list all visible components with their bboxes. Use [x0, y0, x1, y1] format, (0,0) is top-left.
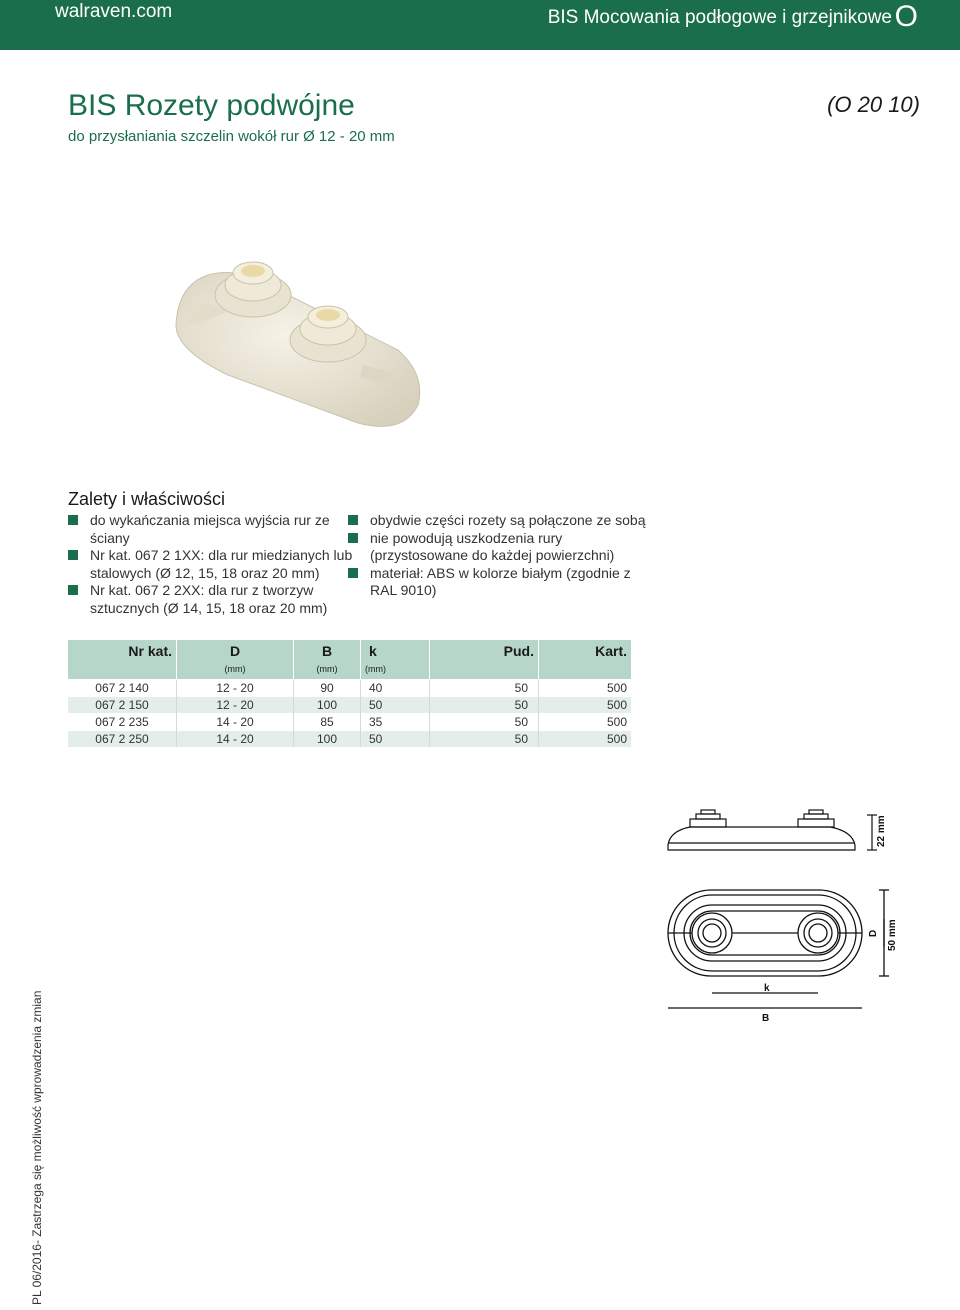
table-cell: 50	[430, 714, 539, 731]
table-cell: 100	[294, 731, 361, 748]
table-cell: 100	[294, 697, 361, 714]
table-cell: 500	[539, 680, 632, 697]
height-dimension-label: 22 mm	[876, 815, 887, 847]
table-cell: 35	[361, 714, 430, 731]
table-row	[68, 714, 631, 731]
col-header: Pud.	[430, 640, 539, 662]
col-header: k	[361, 640, 430, 662]
spec-table	[68, 640, 631, 747]
table-cell: 067 2 150	[68, 697, 177, 714]
category-title: BIS Mocowania podłogowe i grzejnikowe	[547, 7, 892, 28]
col-header: D	[177, 640, 294, 662]
col-header: B	[294, 640, 361, 662]
table-cell: 14 - 20	[177, 714, 294, 731]
d-dimension-label: D	[868, 929, 879, 937]
features-heading: Zalety i właściwości	[68, 489, 226, 509]
table-cell: 50	[361, 697, 430, 714]
feature-item: nie powodują uszkodzenia rury (przystosowane do każdej powierzchni)	[348, 530, 648, 565]
col-unit	[68, 662, 177, 680]
feature-item: obydwie części rozety są połączone ze sobą	[348, 512, 648, 530]
bullet-square-icon	[68, 585, 78, 595]
k-dimension-label: k	[764, 983, 770, 994]
category-letter: O	[894, 0, 918, 33]
table-cell: 50	[430, 680, 539, 697]
features-right	[348, 512, 648, 600]
bullet-square-icon	[348, 515, 358, 525]
col-unit: (mm)	[294, 662, 361, 680]
side-view	[668, 810, 877, 850]
technical-drawing	[660, 795, 900, 1025]
table-cell: 50	[361, 731, 430, 748]
bullet-square-icon	[68, 550, 78, 560]
col-unit: (mm)	[361, 662, 430, 680]
product-code: (O 20 10)	[827, 92, 920, 117]
feature-item: Nr kat. 067 2 1XX: dla rur miedzianych lub stalowych (Ø 12, 15, 18 oraz 20 mm)	[68, 547, 353, 582]
table-cell: 067 2 140	[68, 680, 177, 697]
table-cell: 90	[294, 680, 361, 697]
table-cell: 067 2 250	[68, 731, 177, 748]
site-name[interactable]: walraven.com	[55, 1, 173, 22]
table-cell: 500	[539, 697, 632, 714]
table-header-row	[68, 640, 631, 662]
product-photo	[168, 255, 428, 435]
top-view	[668, 890, 889, 1008]
col-unit	[539, 662, 632, 680]
product-title: BIS Rozety podwójne	[68, 89, 355, 122]
bullet-square-icon	[348, 568, 358, 578]
width-dimension-label: 50 mm	[887, 919, 898, 951]
table-row	[68, 680, 631, 697]
col-header: Nr kat.	[68, 640, 177, 662]
table-cell: 40	[361, 680, 430, 697]
table-cell: 500	[539, 714, 632, 731]
col-unit	[430, 662, 539, 680]
product-subtitle: do przysłaniania szczelin wokół rur Ø 12 - 20 mm	[68, 128, 395, 145]
table-row	[68, 731, 631, 748]
table-cell: 500	[539, 731, 632, 748]
bullet-square-icon	[348, 533, 358, 543]
col-header: Kart.	[539, 640, 632, 662]
features-left	[68, 512, 353, 617]
bullet-square-icon	[68, 515, 78, 525]
table-cell: 85	[294, 714, 361, 731]
b-dimension-label: B	[762, 1013, 770, 1024]
table-cell: 14 - 20	[177, 731, 294, 748]
table-cell: 50	[430, 697, 539, 714]
table-cell: 50	[430, 731, 539, 748]
footer-note: PL 06/2016- Zastrzega się możliwość wprowadzenia zmian	[30, 990, 44, 1305]
feature-item: do wykańczania miejsca wyjścia rur ze ściany	[68, 512, 353, 547]
feature-item: materiał: ABS w kolorze białym (zgodnie z RAL 9010)	[348, 565, 648, 600]
table-cell: 12 - 20	[177, 680, 294, 697]
table-units-row	[68, 662, 631, 680]
header-bar	[0, 0, 960, 50]
table-cell: 067 2 235	[68, 714, 177, 731]
table-cell: 12 - 20	[177, 697, 294, 714]
table-row	[68, 697, 631, 714]
col-unit: (mm)	[177, 662, 294, 680]
feature-item: Nr kat. 067 2 2XX: dla rur z tworzyw sztucznych (Ø 14, 15, 18 oraz 20 mm)	[68, 582, 353, 617]
